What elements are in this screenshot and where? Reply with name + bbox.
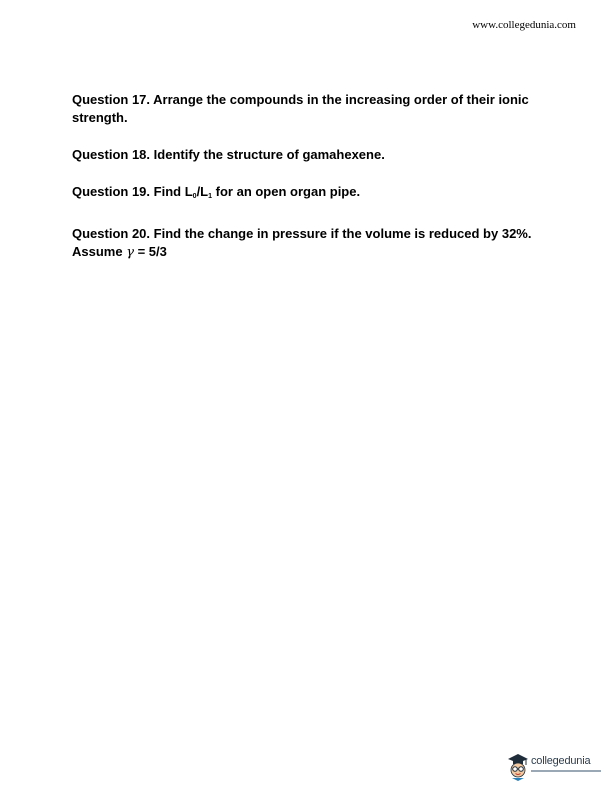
question-19-number: Question 19. xyxy=(72,184,151,199)
question-17 xyxy=(72,91,542,127)
question-19-text-start: Find L xyxy=(153,184,193,199)
question-19-text-end: for an open organ pipe. xyxy=(212,184,361,199)
question-20 xyxy=(72,225,542,262)
site-url: www.collegedunia.com xyxy=(472,19,576,31)
question-19 xyxy=(72,183,542,206)
question-19-subscript-0: 0 xyxy=(192,193,197,200)
logo-wordmark: collegedunia xyxy=(531,755,591,767)
gamma-symbol: γ xyxy=(126,245,134,260)
question-20-text-end: = 5/3 xyxy=(133,244,167,259)
question-18-number: Question 18. xyxy=(72,147,151,162)
question-17-number: Question 17. xyxy=(72,92,151,107)
question-20-text-start: Find the change in pressure if the volume is reduced by 32%. Assume xyxy=(72,226,532,259)
question-18-text: Identify the structure of gamahexene. xyxy=(153,147,385,162)
question-17-text: Arrange the compounds in the increasing order of their ionic strength. xyxy=(72,92,529,125)
question-19-subscript-1: 1 xyxy=(208,193,213,200)
mascot-icon xyxy=(506,752,530,782)
question-20-number: Question 20. xyxy=(72,226,151,241)
question-19-text-mid: /L xyxy=(196,184,209,199)
logo-tagline-decoration xyxy=(531,770,601,772)
question-18 xyxy=(72,146,542,164)
question-list xyxy=(72,91,542,281)
collegedunia-logo xyxy=(506,752,612,784)
